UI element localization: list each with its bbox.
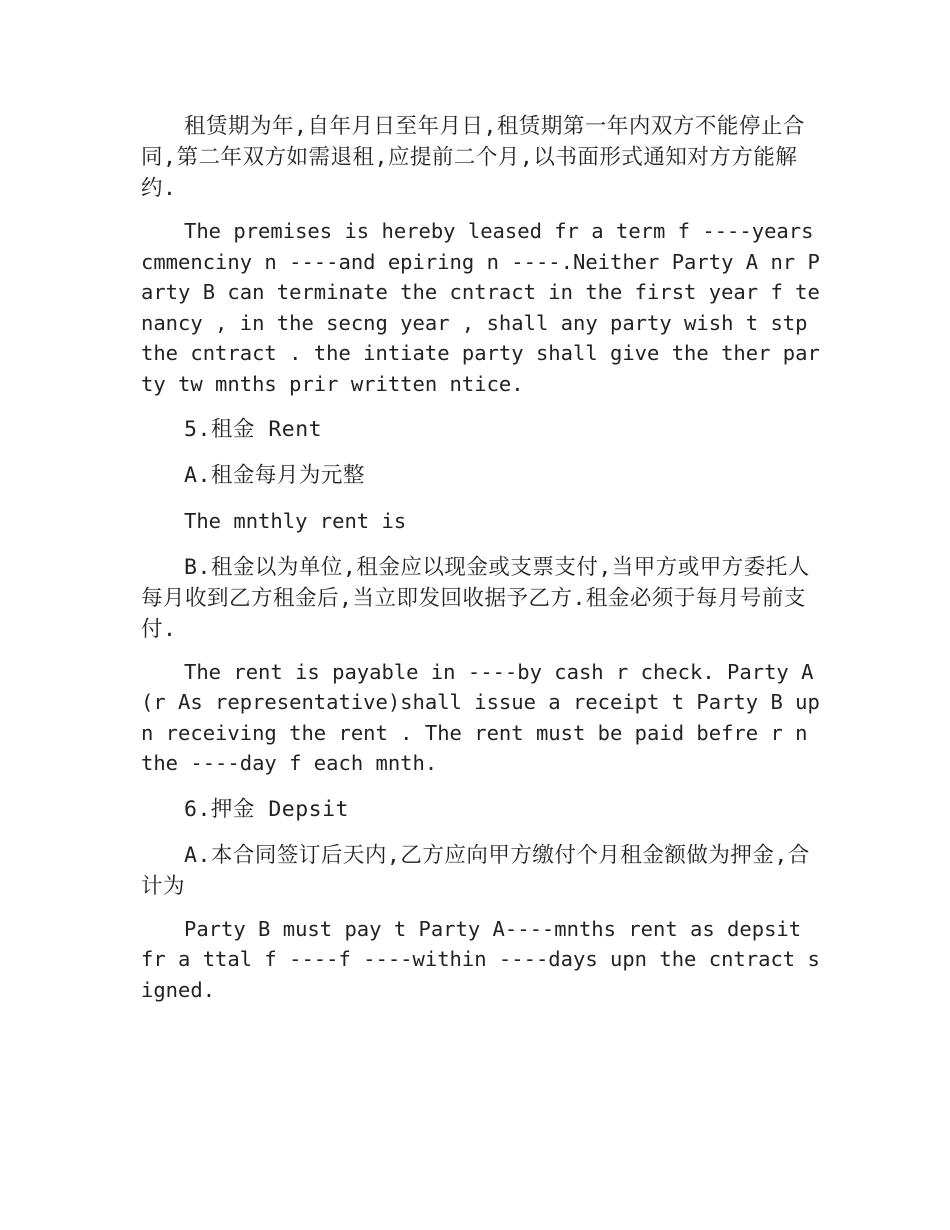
section-6-heading: 6.押金 Depsit	[184, 796, 349, 822]
rent-clause-b-chinese: B.租金以为单位,租金应以现金或支票支付,当甲方或甲方委托人每月收到乙方租金后,当立即发回收据予乙方.租金必须于每月号前支付.	[141, 554, 810, 642]
lease-term-english: The premises is hereby leased fr a term f ----years cmmenciny n ----and epiring n ----.Neither Party A nr Party B can terminate the cntract in the first year f tenancy , in the secng year , shall any party wish t stp the cntract . the intiate party shall give the ther party tw mnths prir written ntice.	[141, 219, 820, 396]
rent-clause-a-english: The mnthly rent is	[184, 509, 407, 533]
section-5-heading: 5.租金 Rent	[184, 417, 323, 442]
document-page	[141, 111, 821, 1005]
rent-clause-b-english: The rent is payable in ----by cash r check. Party A (r As representative)shall issue a receipt t Party B upn receiving the rent . The rent must be paid befre r n the ----day f each mnth.	[141, 659, 820, 775]
deposit-clause-a-chinese: A.本合同签订后天内,乙方应向甲方缴付个月租金额做为押金,合计为	[141, 842, 810, 899]
rent-clause-a-chinese: A.租金每月为元整	[184, 463, 365, 488]
deposit-clause-a-english: Party B must pay t Party A----mnths rent as depsit fr a ttal f ----f ----within ----days upn the cntract signed.	[141, 916, 820, 1002]
lease-term-chinese: 租赁期为年,自年月日至年月日,租赁期第一年内双方不能停止合同,第二年双方如需退租,应提前二个月,以书面形式通知对方方能解约.	[141, 114, 805, 201]
